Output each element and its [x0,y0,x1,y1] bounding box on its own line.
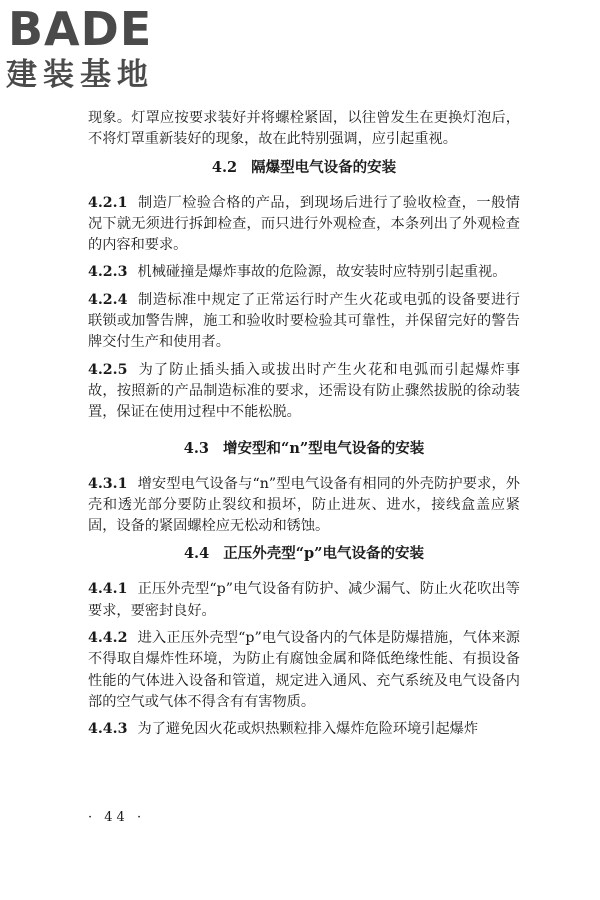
clause-4-3-1 [88,474,520,538]
document-body [88,108,520,747]
clause-number: 4.2.3 [88,264,128,281]
clause-4-4-2 [88,628,520,713]
section-title: 增安型和“n”型电气设备的安装 [223,439,425,457]
clause-number: 4.4.3 [88,721,128,738]
clause-number: 4.4.2 [88,630,128,647]
bade-watermark-logo [6,4,182,96]
clause-text: 为了避免因火花或炽热颗粒排入爆炸危险环境引起爆炸 [137,721,479,738]
clause-text: 制造厂检验合格的产品，到现场后进行了验收检查，一般情况下就无须进行拆卸检查，而只进行外观检查，本条列出了外观检查的内容和要求。 [88,194,520,254]
clause-4-2-1 [88,193,520,257]
page-number: · 44 · [88,810,146,825]
clause-number: 4.2.4 [88,291,128,308]
section-heading-4-3 [88,438,520,460]
section-heading-4-4 [88,543,520,565]
clause-text: 制造标准中规定了正常运行时产生火花或电弧的设备要进行联锁或加警告牌，施工和验收时要检验其可靠性，并保留完好的警告牌交付生产和使用者。 [88,291,520,351]
clause-4-2-4 [88,290,520,354]
clause-4-4-1 [88,579,520,622]
section-number: 4.3 [183,439,209,457]
clause-number: 4.2.5 [88,361,128,378]
clause-4-4-3 [88,719,520,740]
clause-number: 4.4.1 [88,581,128,598]
section-heading-4-2 [88,157,520,179]
clause-number: 4.3.1 [88,475,128,492]
clause-text: 为了防止插头插入或拔出时产生火花和电弧而引起爆炸事故，按照新的产品制造标准的要求，还需设有防止骤然拔脱的徐动装置，保证在使用过程中不能松脱。 [88,361,520,421]
clause-number: 4.2.1 [88,194,128,211]
watermark-logo-text: BADE [8,2,153,56]
clause-text: 进入正压外壳型“p”电气设备内的气体是防爆措施，气体来源不得取自爆炸性环境，为防止有腐蚀金属和降低绝缘性能、有损设备性能的气体进入设备和管道，规定进入通风、充气系统及电气设备内部的空气或气体不得含有有害物质。 [88,630,520,710]
clause-text: 增安型电气设备与“n”型电气设备有相同的外壳防护要求，外壳和透光部分要防止裂纹和损坏，防止进灰、进水，接线盒盖应紧固，设备的紧固螺栓应无松动和锈蚀。 [88,475,520,535]
clause-4-2-3 [88,262,520,283]
clause-text: 机械碰撞是爆炸事故的危险源，故安装时应特别引起重视。 [137,264,507,281]
intro-paragraph: 现象。灯罩应按要求装好并将螺栓紧固，以往曾发生在更换灯泡后，不将灯罩重新装好的现象，故在此特别强调，应引起重视。 [88,110,520,148]
section-number: 4.2 [211,158,238,176]
section-title: 隔爆型电气设备的安装 [251,158,397,176]
section-number: 4.4 [183,545,210,563]
watermark-subtitle: 建装基地 [6,57,154,93]
clause-4-2-5 [88,360,520,424]
section-title: 正压外壳型“p”电气设备的安装 [223,545,425,563]
clause-text: 正压外壳型“p”电气设备有防护、减少漏气、防止火花吹出等要求，要密封良好。 [88,581,520,619]
